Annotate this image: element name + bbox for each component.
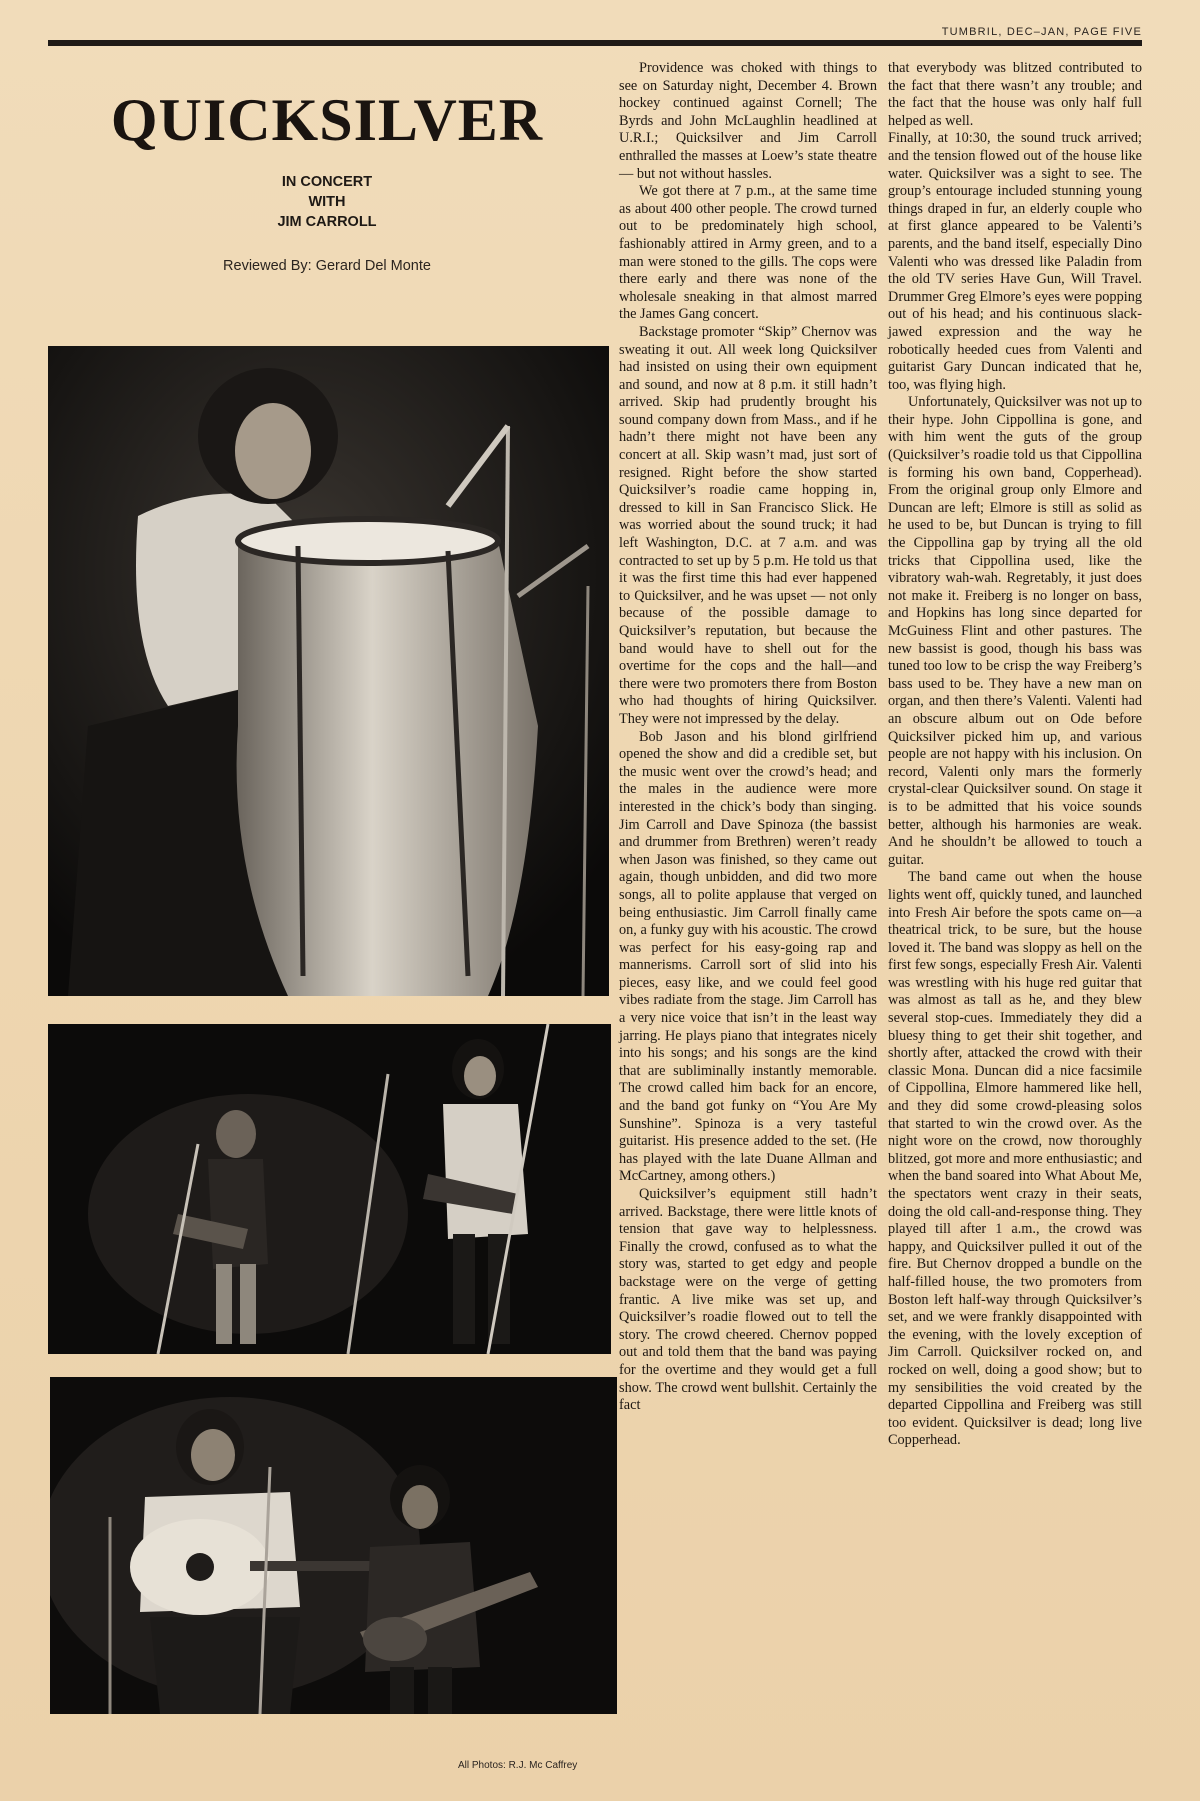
article-paragraph: Providence was choked with things to see on Saturday night, December 4. Brown hockey continued against Cornell; The Byrds and John McLaughlin headlined at U.R.I.; Quicksilver and Jim Carroll enthralled the masses at Loew’s state theatre — but not without hassles. (619, 60, 877, 182)
article-paragraph: The band came out when the house lights went off, quickly tuned, and launched into Fresh Air before the spots came on—a theatrical trick, to be sure, but the house loved it. The band was sloppy as hell on the first few songs, especially Fresh Air. Valenti was wrestling with his huge red guitar that was almost as tall as he, and they blew several stop-cues. Immediately they did a bluesy thing to get their shit together, and shortly after, attacked the crowd with their classic Mona. Duncan did a nice facsimile of Cippollina, Elmore hammered like hell, and they did some crowd-pleasing solos that started to win the crowd over. As the night wore on the crowd, now thoroughly blitzed, got more and more enthusiastic; and when the band soared into What About Me, the spectators went crazy in their seats, doing the old call-and-response thing. They played till after 1 a.m., the crowd was happy, and Quicksilver pulled it out of the fire. But Chernov dropped a bundle on the half-filled house, the two promoters from Boston left half-way through Quicksilver’s set, and we were frankly disappointed with the evening, with the lovely exception of Jim Carroll. Quicksilver rocked on, and rocked on well, doing a good show; but to my sensibilities the void created by the departed Cippollina and Freiberg was still too evident. Quicksilver is dead; long live Copperhead. (888, 869, 1142, 1449)
article-paragraph: We got there at 7 p.m., at the same time as about 400 other people. The crowd turned out to be predominately high school, fashionably attired in Army green, and to a man were stoned to the gills. The cops were there early and there was none of the wholesale sneaking in that almost marred the James Gang concert. (619, 183, 877, 323)
article-paragraph: Quicksilver’s equipment still hadn’t arrived. Backstage, there were little knots of tension that gave way to helplessness. Finally the crowd, confused as to what the story was, started to get edgy and people backstage were on the verge of getting frantic. A live mike was set up, and Quicksilver’s roadie flowed out to tell the story. The crowd cheered. Chernov popped out and told them that the band was paying for the overtime and they would get a full show. The crowd went bullshit. Certainly the fact (619, 1186, 877, 1414)
article-column-1 (619, 60, 877, 1415)
subtitle-line: JIM CARROLL (277, 214, 377, 230)
byline: Reviewed By: Gerard Del Monte (223, 258, 431, 274)
article-paragraph: that everybody was blitzed contributed to the fact that there wasn’t any trouble; and the fact that the house was only half full helped as well. (888, 60, 1142, 129)
header-rule (48, 40, 1142, 46)
article-paragraph: Finally, at 10:30, the sound truck arrived; and the tension flowed out of the house like water. Quicksilver was a sight to see. The group’s entourage included stunning young things draped in fur, an elderly couple who at first glance appeared to be Valenti’s parents, and the band itself, especially Dino Valenti who was dressed like Paladin from the old TV series Have Gun, Will Travel. Drummer Greg Elmore’s eyes were popping out of his head; and his continuous slack-jawed expression and the way he robotically heeded cues from Valenti and guitarist Gary Duncan indicated that he, too, was flying high. (888, 130, 1142, 393)
photo-two-guitarists (48, 1024, 611, 1354)
photo-credit: All Photos: R.J. Mc Caffrey (458, 1760, 578, 1771)
subtitle-line: IN CONCERT (281, 174, 373, 190)
article-headline: QUICKSILVER (110, 87, 544, 153)
article-paragraph: Unfortunately, Quicksilver was not up to their hype. John Cippollina is gone, and with him went the guts of the group (Quicksilver’s roadie told us that Cippollina is forming his own band, Copperhead). From the original group only Elmore and Duncan are left; Elmore is still as solid as he used to be, but Duncan is trying to fill the Cippollina gap by trying all the old tricks that Cippollina used, like the vibratory wah-wah. Regretably, it just does not make it. Freiberg is no longer on bass, and Hopkins has long since departed for McGuiness Flint and other pastures. The new bassist is good, though his bass was tuned too low to be crisp the way Freiberg’s bass used to be. They have a new man on organ, and then there’s Valenti. Valenti had an obscure album out on Ode before Quicksilver picked him up, and various people are not happy with his inclusion. On record, Valenti only mars the formerly crystal-clear Quicksilver sound. On stage it is to be admitted that his voice sounds better, although his harmonies are weak. And he shouldn’t be allowed to touch a guitar. (888, 394, 1142, 868)
article-subtitle (48, 172, 606, 232)
article-paragraph: Backstage promoter “Skip” Chernov was sweating it out. All week long Quicksilver had insisted on using their own equipment and sound, and now at 8 p.m. it still hadn’t arrived. Skip had prudently brought his sound company down from Mass., and if he hadn’t there might not have been any concert at all. Skip wasn’t mad, just sort of resigned. Right before the show started Quicksilver’s roadie came hopping in, dressed to kill in San Francisco Slick. He was worried about the sound truck; it had left Washington, D.C. at 7 a.m. and was contracted to set up by 5 p.m. He told us that it was the first time this had ever happened to Quicksilver, and he was upset — not only because of the possible damage to Quicksilver’s reputation, but because the band would have to shell out for the overtime for the cops and the hall—and there were two promoters there from Boston who had thoughts of hiring Quicksilver. They were not impressed by the delay. (619, 323, 877, 727)
running-head: TUMBRIL, DEC–JAN, PAGE FIVE (941, 26, 1142, 38)
article-paragraph: Bob Jason and his blond girlfriend opened the show and did a credible set, but the music went over the crowd’s head; and the males in the audience were more interested in the chick’s body than singing. Jim Carroll and Dave Spinoza (the bassist and drummer from Brethren) weren’t ready when Jason was finished, so they came out again, though unbidden, and did two more songs, all to polite applause that verged on being enthusiastic. Jim Carroll finally came on, a funky guy with his acoustic. The crowd was perfect for his easy-going rap and mannerisms. Carroll sort of slid into his pieces, easy like, and we could feel good vibes radiate from the stage. Jim Carroll has a very nice voice that isn’t in the least way jarring. He plays piano that integrates nicely into his songs; and his songs are the kind that are subliminally instantly memorable. The crowd called him back for an encore, and the band got funky on “You Are My Sunshine”. Spinoza is a very tasteful guitarist. His presence added to the set. (He has played with the late Duane Allman and McCartney, among others.) (619, 728, 877, 1185)
article-column-2 (888, 60, 1142, 1450)
subtitle-line: WITH (308, 194, 346, 210)
photo-conga-player (48, 346, 609, 996)
photo-acoustic-and-bass (50, 1377, 617, 1714)
